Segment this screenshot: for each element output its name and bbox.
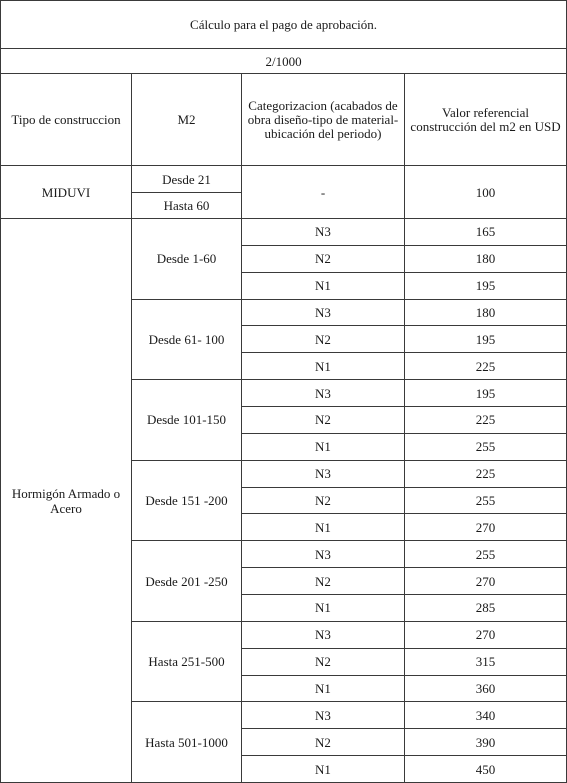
m2-range-cell: Desde 151 -200 (132, 460, 242, 541)
value-cell: 195 (405, 326, 567, 353)
miduvi-type-cell: MIDUVI (1, 166, 132, 219)
value-cell: 255 (405, 487, 567, 514)
value-cell: 340 (405, 702, 567, 729)
value-cell: 225 (405, 407, 567, 434)
category-cell: N2 (242, 326, 405, 353)
category-cell: N1 (242, 272, 405, 299)
header-tipo-construccion: Tipo de construccion (1, 74, 132, 166)
m2-range-cell: Desde 1-60 (132, 219, 242, 300)
value-cell: 225 (405, 353, 567, 380)
miduvi-value-cell: 100 (405, 166, 567, 219)
m2-range-cell: Hasta 501-1000 (132, 702, 242, 783)
rate-row: 2/1000 (1, 49, 567, 74)
category-cell: N3 (242, 299, 405, 326)
value-cell: 270 (405, 568, 567, 595)
m2-range-cell: Desde 201 -250 (132, 541, 242, 622)
category-cell: N2 (242, 648, 405, 675)
value-cell: 285 (405, 595, 567, 622)
header-categorizacion: Categorizacion (acabados de obra diseño-tipo de material-ubicación del periodo) (242, 74, 405, 166)
category-cell: N2 (242, 568, 405, 595)
value-cell: 195 (405, 380, 567, 407)
value-cell: 180 (405, 299, 567, 326)
miduvi-desde-cell: Desde 21 (132, 166, 242, 193)
table-title: Cálculo para el pago de aprobación. (1, 1, 567, 49)
value-cell: 255 (405, 541, 567, 568)
value-cell: 225 (405, 460, 567, 487)
category-cell: N1 (242, 514, 405, 541)
category-cell: N2 (242, 487, 405, 514)
category-cell: N2 (242, 729, 405, 756)
value-cell: 180 (405, 245, 567, 272)
category-cell: N1 (242, 756, 405, 783)
header-m2: M2 (132, 74, 242, 166)
value-cell: 390 (405, 729, 567, 756)
category-cell: N3 (242, 702, 405, 729)
m2-range-cell: Desde 101-150 (132, 380, 242, 461)
category-cell: N3 (242, 380, 405, 407)
table-row (1, 219, 567, 246)
category-cell: N1 (242, 433, 405, 460)
value-cell: 360 (405, 675, 567, 702)
category-cell: N3 (242, 541, 405, 568)
value-cell: 450 (405, 756, 567, 783)
value-cell: 165 (405, 219, 567, 246)
m2-range-cell: Hasta 251-500 (132, 621, 242, 702)
m2-range-cell: Desde 61- 100 (132, 299, 242, 380)
value-cell: 315 (405, 648, 567, 675)
header-valor-referencial: Valor referencial construcción del m2 en USD (405, 74, 567, 166)
category-cell: N3 (242, 219, 405, 246)
hormigon-type-cell: Hormigón Armado o Acero (1, 219, 132, 783)
category-cell: N1 (242, 353, 405, 380)
category-cell: N1 (242, 675, 405, 702)
value-cell: 270 (405, 514, 567, 541)
category-cell: N3 (242, 621, 405, 648)
category-cell: N3 (242, 460, 405, 487)
value-cell: 270 (405, 621, 567, 648)
miduvi-hasta-cell: Hasta 60 (132, 193, 242, 219)
value-cell: 255 (405, 433, 567, 460)
category-cell: N2 (242, 407, 405, 434)
value-cell: 195 (405, 272, 567, 299)
category-cell: N2 (242, 245, 405, 272)
category-cell: N1 (242, 595, 405, 622)
miduvi-category-cell: - (242, 166, 405, 219)
